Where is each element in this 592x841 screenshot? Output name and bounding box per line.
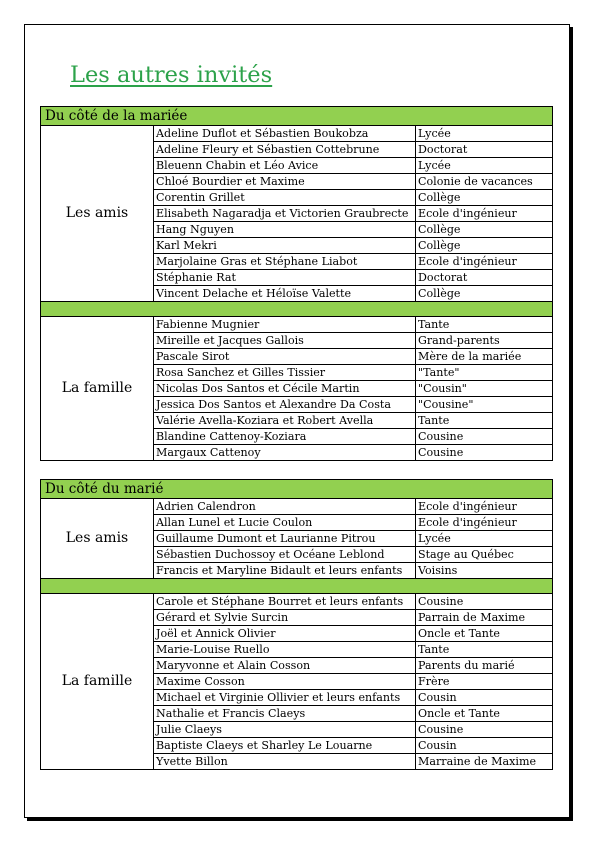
guest-relation: Lycée	[416, 126, 553, 142]
guest-relation: Mère de la mariée	[416, 349, 553, 365]
guest-relation: Tante	[416, 642, 553, 658]
guest-name: Nicolas Dos Santos et Cécile Martin	[154, 381, 416, 397]
section-separator	[41, 302, 553, 317]
guest-name: Adrien Calendron	[154, 499, 416, 515]
guest-relation: Oncle et Tante	[416, 706, 553, 722]
guest-relation: Collège	[416, 286, 553, 302]
guest-name: Carole et Stéphane Bourret et leurs enfants	[154, 594, 416, 610]
guest-relation: Ecole d'ingénieur	[416, 515, 553, 531]
guest-name: Gérard et Sylvie Surcin	[154, 610, 416, 626]
table-row	[41, 499, 553, 515]
guest-relation: Collège	[416, 190, 553, 206]
guest-relation: Stage au Québec	[416, 547, 553, 563]
guest-relation: Frère	[416, 674, 553, 690]
group-label: Les amis	[41, 126, 154, 302]
section-header	[41, 480, 553, 499]
guest-relation: Collège	[416, 238, 553, 254]
guest-relation: Lycée	[416, 158, 553, 174]
guest-name: Guillaume Dumont et Laurianne Pitrou	[154, 531, 416, 547]
guest-name: Pascale Sirot	[154, 349, 416, 365]
guest-relation: Cousine	[416, 445, 553, 461]
guest-relation: Cousine	[416, 722, 553, 738]
section-header	[41, 107, 553, 126]
guest-relation: Tante	[416, 317, 553, 333]
guest-name: Adeline Fleury et Sébastien Cottebrune	[154, 142, 416, 158]
guest-name: Rosa Sanchez et Gilles Tissier	[154, 365, 416, 381]
guest-name: Francis et Maryline Bidault et leurs enfants	[154, 563, 416, 579]
guest-name: Karl Mekri	[154, 238, 416, 254]
guest-name: Corentin Grillet	[154, 190, 416, 206]
guest-name: Maryvonne et Alain Cosson	[154, 658, 416, 674]
guest-name: Stéphanie Rat	[154, 270, 416, 286]
guest-name: Marjolaine Gras et Stéphane Liabot	[154, 254, 416, 270]
guest-name: Julie Claeys	[154, 722, 416, 738]
guest-name: Baptiste Claeys et Sharley Le Louarne	[154, 738, 416, 754]
guest-name: Fabienne Mugnier	[154, 317, 416, 333]
guest-name: Blandine Cattenoy-Koziara	[154, 429, 416, 445]
guest-relation: Colonie de vacances	[416, 174, 553, 190]
guest-relation: Oncle et Tante	[416, 626, 553, 642]
guest-relation: Cousine	[416, 594, 553, 610]
guest-relation: "Tante"	[416, 365, 553, 381]
guest-name: Chloé Bourdier et Maxime	[154, 174, 416, 190]
guest-name: Margaux Cattenoy	[154, 445, 416, 461]
guest-relation: Grand-parents	[416, 333, 553, 349]
guest-name: Yvette Billon	[154, 754, 416, 770]
guest-name: Michael et Virginie Ollivier et leurs enfants	[154, 690, 416, 706]
guest-name: Mireille et Jacques Gallois	[154, 333, 416, 349]
guest-name: Nathalie et Francis Claeys	[154, 706, 416, 722]
groom-side-table	[40, 479, 553, 770]
guest-relation: Ecole d'ingénieur	[416, 206, 553, 222]
guest-relation: Doctorat	[416, 270, 553, 286]
bride-side-table	[40, 106, 553, 461]
section-title: Du côté du marié	[41, 480, 553, 499]
page-title: Les autres invités	[70, 62, 273, 88]
guest-name: Allan Lunel et Lucie Coulon	[154, 515, 416, 531]
guest-relation: Marraine de Maxime	[416, 754, 553, 770]
guest-name: Hang Nguyen	[154, 222, 416, 238]
separator-band	[41, 302, 553, 317]
guest-name: Vincent Delache et Héloïse Valette	[154, 286, 416, 302]
guest-relation: Tante	[416, 413, 553, 429]
section-title: Du côté de la mariée	[41, 107, 553, 126]
guest-name: Marie-Louise Ruello	[154, 642, 416, 658]
guest-relation: "Cousine"	[416, 397, 553, 413]
guest-name: Sébastien Duchossoy et Océane Leblond	[154, 547, 416, 563]
guest-name: Maxime Cosson	[154, 674, 416, 690]
guest-relation: Collège	[416, 222, 553, 238]
guest-relation: Cousin	[416, 738, 553, 754]
group-label: La famille	[41, 317, 154, 461]
guest-relation: Cousine	[416, 429, 553, 445]
guest-relation: "Cousin"	[416, 381, 553, 397]
table-row	[41, 126, 553, 142]
guest-name: Bleuenn Chabin et Léo Avice	[154, 158, 416, 174]
table-row	[41, 594, 553, 610]
guest-relation: Cousin	[416, 690, 553, 706]
guest-relation: Doctorat	[416, 142, 553, 158]
guest-name: Joël et Annick Olivier	[154, 626, 416, 642]
guest-relation: Parents du marié	[416, 658, 553, 674]
group-label: La famille	[41, 594, 154, 770]
guest-relation: Ecole d'ingénieur	[416, 254, 553, 270]
guest-name: Jessica Dos Santos et Alexandre Da Costa	[154, 397, 416, 413]
table-row	[41, 317, 553, 333]
guest-relation: Parrain de Maxime	[416, 610, 553, 626]
guest-relation: Voisins	[416, 563, 553, 579]
separator-band	[41, 579, 553, 594]
group-label: Les amis	[41, 499, 154, 579]
guest-name: Valérie Avella-Koziara et Robert Avella	[154, 413, 416, 429]
guest-relation: Ecole d'ingénieur	[416, 499, 553, 515]
guest-relation: Lycée	[416, 531, 553, 547]
guest-name: Adeline Duflot et Sébastien Boukobza	[154, 126, 416, 142]
section-separator	[41, 579, 553, 594]
guest-name: Elisabeth Nagaradja et Victorien Graubrecte	[154, 206, 416, 222]
